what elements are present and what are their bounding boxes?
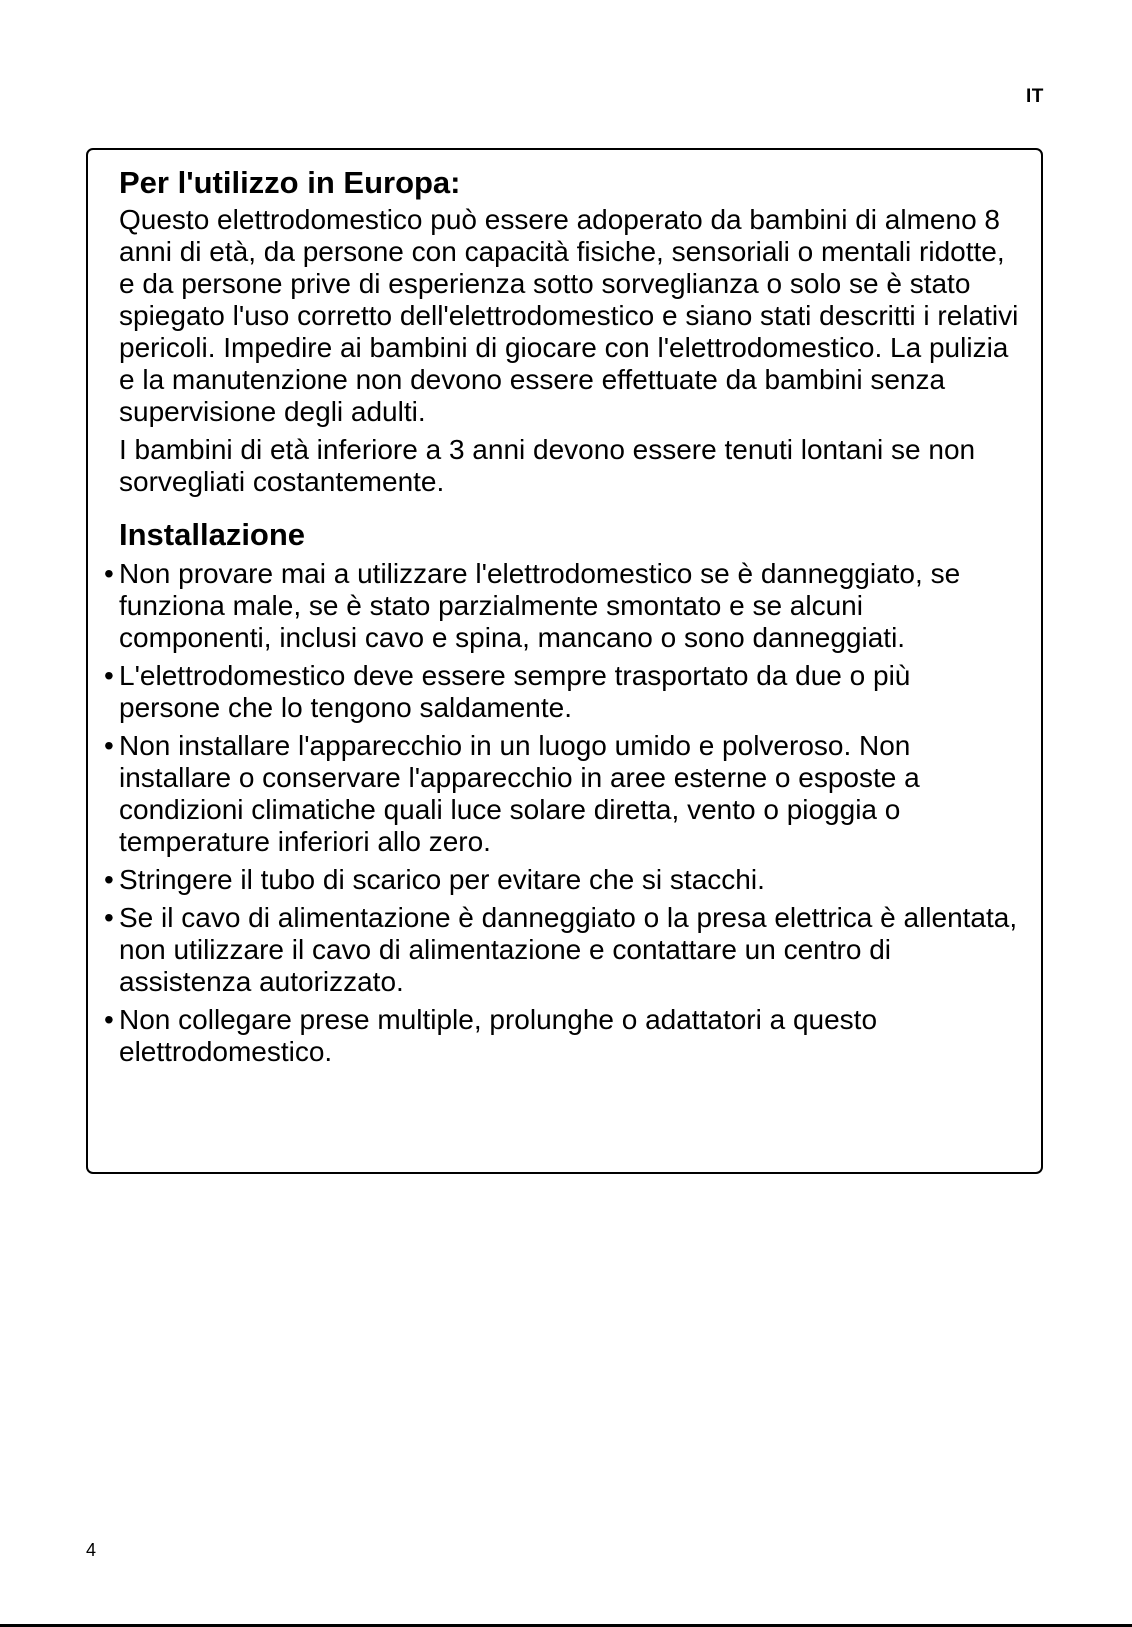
- installation-list: [88, 558, 1019, 1068]
- bullet-icon: •: [104, 558, 114, 589]
- europe-paragraph-2: I bambini di età inferiore a 3 anni devono essere tenuti lontani se non sorvegliati costantemente.: [119, 434, 976, 497]
- list-item: [88, 902, 1019, 998]
- bullet-icon: •: [104, 730, 114, 761]
- list-item-text: Non provare mai a utilizzare l'elettrodomestico se è danneggiato, se funziona male, se è stato parzialmente smontato e se alcuni componenti, inclusi cavo e spina, mancano o sono danneggiati.: [119, 558, 961, 653]
- list-item: [88, 558, 1019, 654]
- list-item: [88, 730, 1019, 858]
- language-code: IT: [1026, 86, 1044, 107]
- list-item-text: Se il cavo di alimentazione è danneggiato o la presa elettrica è allentata, non utilizzare il cavo di alimentazione e contattare un centro di assistenza autorizzato.: [119, 902, 1018, 997]
- europe-paragraph-1: Questo elettrodomestico può essere adoperato da bambini di almeno 8 anni di età, da persone con capacità fisiche, sensoriali o mentali ridotte, e da persone prive di esperienza sotto sorveglianza o solo se è stato spiegato l'uso corretto dell'elettrodomestico e siano stati descritti i relativi pericoli. Impedire ai bambini di giocare con l'elettrodomestico. La pulizia e la manutenzione non devono essere effettuate da bambini senza supervisione degli adulti.: [119, 204, 1019, 427]
- europe-section-title: Per l'utilizzo in Europa:: [119, 165, 461, 200]
- installation-section-title: Installazione: [119, 517, 306, 552]
- bullet-icon: •: [104, 660, 114, 691]
- list-item-text: Non installare l'apparecchio in un luogo umido e polveroso. Non installare o conservare l'apparecchio in aree esterne o esposte a condizioni climatiche quali luce solare diretta, vento o pioggia o temperature inferiori allo zero.: [119, 730, 920, 857]
- list-item-text: L'elettrodomestico deve essere sempre trasportato da due o più persone che lo tengono saldamente.: [119, 660, 911, 723]
- list-item: [88, 660, 1019, 724]
- list-item-text: Non collegare prese multiple, prolunghe o adattatori a questo elettrodomestico.: [119, 1004, 878, 1067]
- list-item-text: Stringere il tubo di scarico per evitare che si stacchi.: [119, 864, 765, 895]
- bullet-icon: •: [104, 864, 114, 895]
- list-item: [88, 864, 1019, 896]
- list-item: [88, 1004, 1019, 1068]
- safety-notice-box: [86, 148, 1043, 1174]
- bullet-icon: •: [104, 1004, 114, 1035]
- page-number: 4: [86, 1540, 97, 1560]
- bullet-icon: •: [104, 902, 114, 933]
